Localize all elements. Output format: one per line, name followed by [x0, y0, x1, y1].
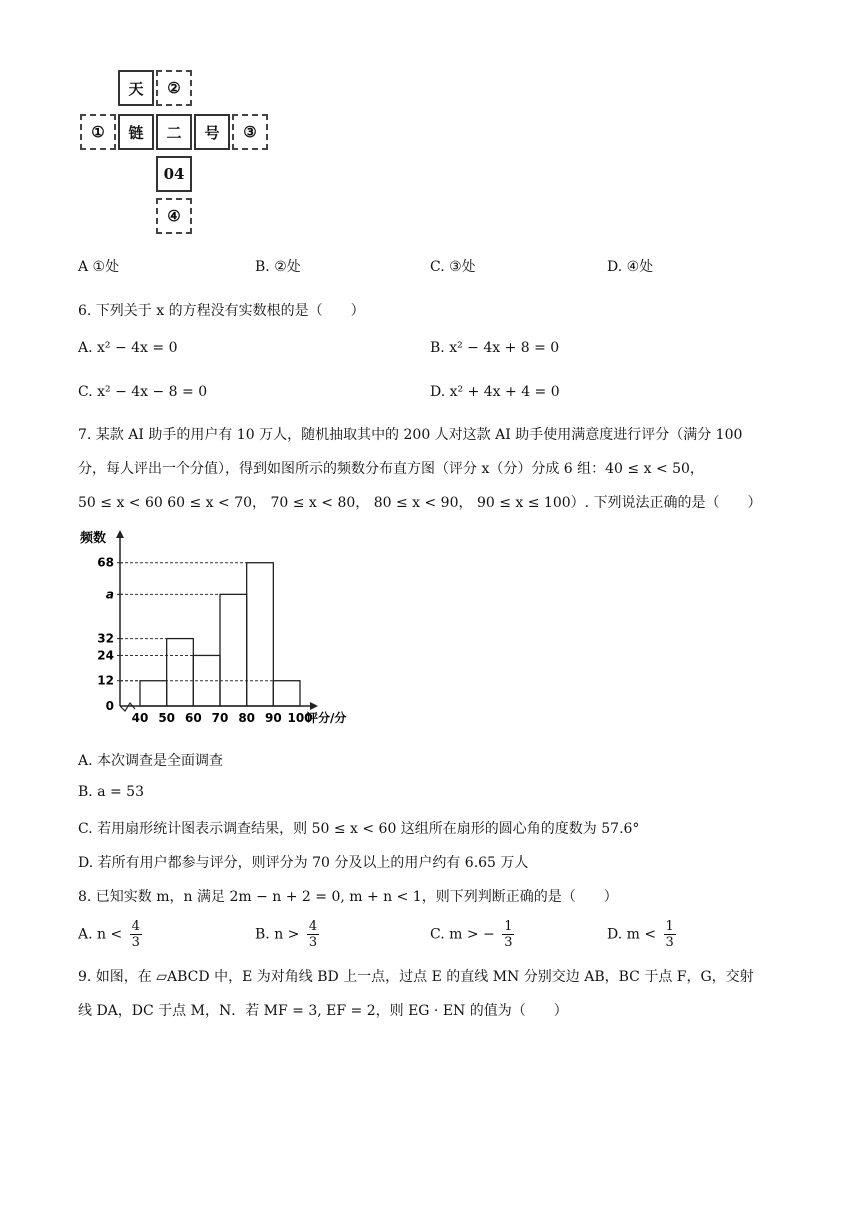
q9-stem-line1: 9. 如图，在 ▱ABCD 中，E 为对角线 BD 上一点，过点 E 的直线 MN 分别交边 AB，BC 于点 F，G，交射 — [78, 969, 754, 985]
net-cell-hao: 号 — [194, 114, 230, 150]
frequency-histogram — [74, 528, 374, 732]
y-axis-arrow — [116, 530, 124, 538]
x-tick-label: 90 — [264, 711, 282, 725]
q8-option-d — [607, 920, 676, 949]
q7-stem-line2: 分，每人评出一个分值），得到如图所示的频数分布直方图（评分 x（分）分成 6 组：40 ≤ x < 50， — [78, 461, 704, 477]
q8-option-d-den: 3 — [665, 935, 674, 950]
x-tick-label: 60 — [184, 711, 202, 725]
net-cell-2: ② — [156, 70, 192, 106]
histogram-bar — [273, 681, 300, 706]
q5-option-a: A ①处 — [78, 259, 120, 275]
q8-option-c-fraction — [502, 920, 514, 949]
y-tick-label: 68 — [97, 555, 114, 570]
y-tick-label: 0 — [105, 699, 114, 713]
net-cell-3: ③ — [232, 114, 268, 150]
q6-option-b: B. x² − 4x + 8 = 0 — [430, 340, 560, 356]
x-tick-label: 40 — [131, 711, 149, 725]
q8-option-b-prefix: B. n > — [255, 926, 300, 943]
q7-option-b: B. a = 53 — [78, 784, 144, 800]
net-cell-tian: 天 — [118, 70, 154, 106]
q8-option-a-den: 3 — [131, 935, 140, 950]
q5-option-c: C. ③处 — [430, 259, 476, 275]
q8-option-d-fraction — [664, 920, 676, 949]
net-cell-04: 04 — [156, 156, 192, 192]
q6-stem: 6. 下列关于 x 的方程没有实数根的是（ ） — [78, 303, 365, 319]
q8-option-a-prefix: A. n < — [78, 926, 123, 943]
x-tick-label: 100 — [287, 711, 313, 725]
q8-option-b — [255, 920, 319, 949]
x-axis-break — [120, 703, 135, 711]
q8-option-b-num: 4 — [308, 919, 318, 934]
q8-option-c-prefix: C. m > − — [430, 926, 495, 943]
q5-option-d: D. ④处 — [607, 259, 654, 275]
histogram-bar — [220, 594, 247, 706]
histogram-bar — [247, 563, 274, 706]
q7-option-d: D. 若所有用户都参与评分，则评分为 70 分及以上的用户约有 6.65 万人 — [78, 855, 529, 871]
q8-option-a-num: 4 — [131, 919, 140, 934]
q8-option-b-den: 3 — [308, 935, 318, 950]
net-cell-4: ④ — [156, 198, 192, 234]
q9-stem-line2: 线 DA，DC 于点 M，N．若 MF = 3, EF = 2，则 EG · EN 的值为（ ） — [78, 1003, 568, 1019]
q8-option-d-num: 1 — [665, 919, 674, 934]
x-tick-label: 70 — [211, 711, 229, 725]
x-tick-label: 80 — [238, 711, 256, 725]
q7-option-a: A. 本次调查是全面调查 — [78, 753, 224, 769]
histogram-bar — [140, 681, 167, 706]
q8-stem: 8. 已知实数 m，n 满足 2m − n + 2 = 0, m + n < 1，则下列判断正确的是（ ） — [78, 889, 618, 905]
q8-option-c-den: 3 — [504, 935, 513, 950]
q8-option-a — [78, 920, 142, 949]
cube-net-figure — [78, 70, 278, 245]
q5-option-b: B. ②处 — [255, 259, 301, 275]
q8-option-b-fraction — [307, 920, 319, 949]
histogram-bar — [167, 639, 194, 706]
q6-option-d: D. x² + 4x + 4 = 0 — [430, 384, 560, 400]
y-tick-label: a — [105, 587, 114, 602]
q7-stem-line3: 50 ≤ x < 60 60 ≤ x < 70， 70 ≤ x < 80， 80 ≤ x < 90， 90 ≤ x ≤ 100）. 下列说法正确的是（ ） — [78, 495, 762, 511]
y-tick-label: 24 — [97, 648, 114, 663]
y-tick-label: 32 — [97, 631, 114, 646]
y-tick-label: 12 — [97, 673, 114, 688]
q6-option-a: A. x² − 4x = 0 — [78, 340, 178, 356]
q6-option-c: C. x² − 4x − 8 = 0 — [78, 384, 208, 400]
net-cell-lian: 链 — [118, 114, 154, 150]
y-axis-label: 频数 — [80, 531, 107, 546]
net-cell-1: ① — [80, 114, 116, 150]
q7-stem-line1: 7. 某款 AI 助手的用户有 10 万人，随机抽取其中的 200 人对这款 AI 助手使用满意度进行评分（满分 100 — [78, 427, 743, 443]
q8-option-a-fraction — [130, 920, 142, 949]
q8-option-c-num: 1 — [504, 919, 513, 934]
x-tick-label: 50 — [158, 711, 176, 725]
net-cell-er: 二 — [156, 114, 192, 150]
q7-option-c: C. 若用扇形统计图表示调查结果，则 50 ≤ x < 60 这组所在扇形的圆心角的度数为 57.6° — [78, 821, 640, 837]
q8-option-d-prefix: D. m < — [607, 926, 657, 943]
x-axis-label: 评分/分 — [306, 711, 347, 725]
x-axis-arrow — [310, 702, 318, 710]
q8-option-c — [430, 920, 514, 949]
